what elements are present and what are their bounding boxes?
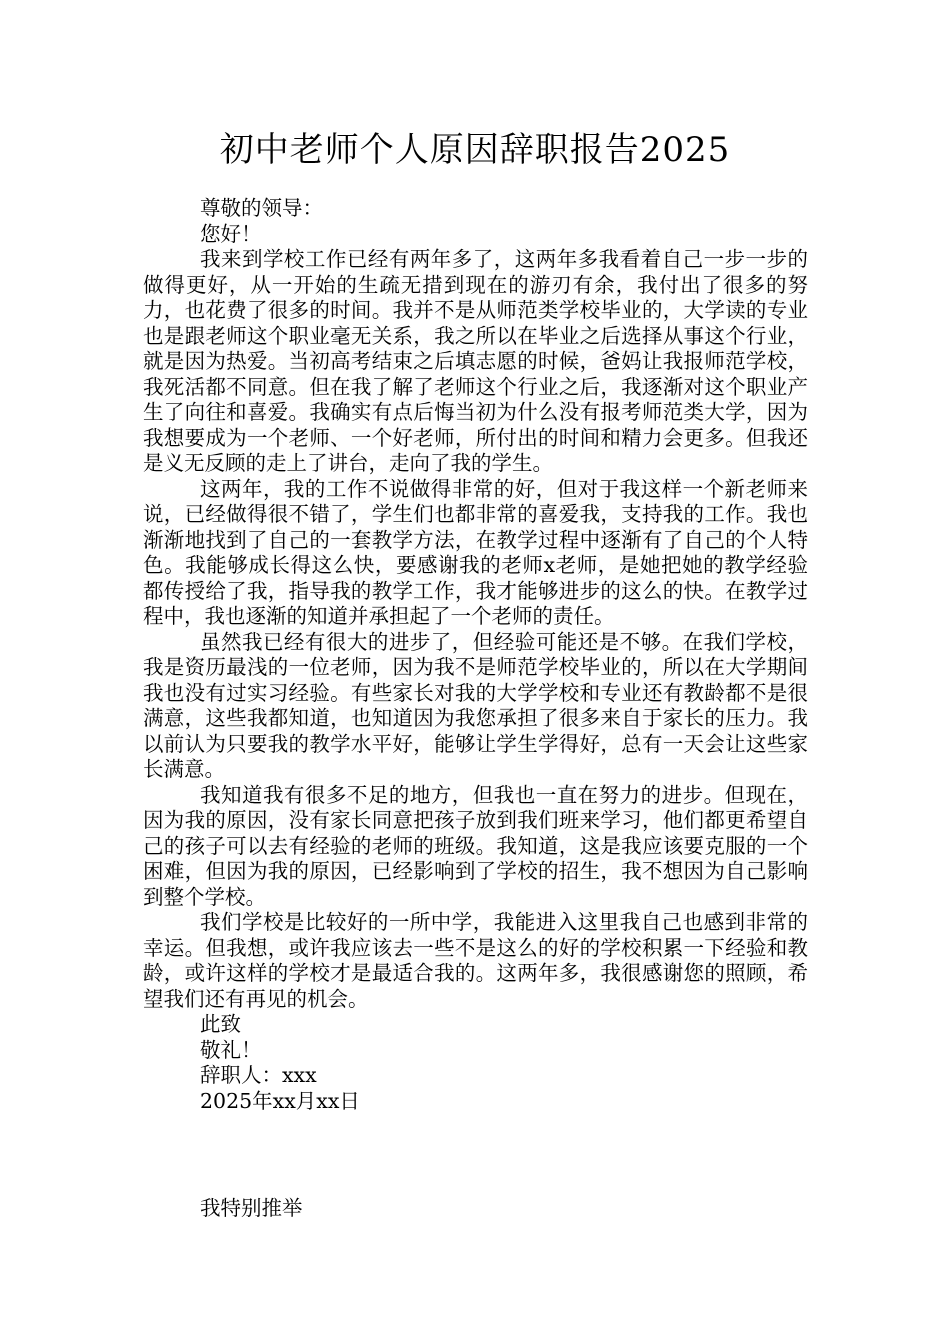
spacer [143, 1114, 808, 1196]
paragraph-2: 这两年，我的工作不说做得非常的好，但对于我这样一个新老师来说，已经做得很不错了，学生们也都非常的喜爱我，支持我的工作。我也渐渐地找到了自己的一套教学方法，在教学过程中逐渐有了自己的个人特色。我能够成长得这么快，要感谢我的老师x老师，是她把她的教学经验都传授给了我，指导我的教学工作，我才能够进步的这么的快。在教学过程中，我也逐渐的知道并承担起了一个老师的责任。 [143, 476, 808, 628]
date: 2025年xx月xx日 [200, 1088, 360, 1113]
closing-this: 此致 [200, 1012, 241, 1036]
closing-salute: 敬礼！ [200, 1037, 262, 1062]
paragraph-4: 我知道我有很多不足的地方，但我也一直在努力的进步。但现在，因为我的原因，没有家长同意把孩子放到我们班来学习，他们都更希望自己的孩子可以去有经验的老师的班级。我知道，这是我应该要克服的一个困难，但因为我的原因，已经影响到了学校的招生，我不想因为自己影响到整个学校。 [143, 782, 808, 909]
document-body [143, 196, 808, 1222]
paragraph-3: 虽然我已经有很大的进步了，但经验可能还是不够。在我们学校，我是资历最浅的一位老师，因为我不是师范学校毕业的，所以在大学期间我也没有过实习经验。有些家长对我的大学学校和专业还有教龄都不是很满意，这些我都知道，也知道因为我您承担了很多来自于家长的压力。我以前认为只要我的教学水平好，能够让学生学得好，总有一天会让这些家长满意。 [143, 629, 808, 781]
paragraph-1: 我来到学校工作已经有两年多了，这两年多我看着自己一步一步的做得更好，从一开始的生疏无措到现在的游刃有余，我付出了很多的努力，也花费了很多的时间。我并不是从师范类学校毕业的，大学读的专业也是跟老师这个职业毫无关系，我之所以在毕业之后选择从事这个行业，就是因为热爱。当初高考结束之后填志愿的时候，爸妈让我报师范学校，我死活都不同意。但在我了解了老师这个行业之后，我逐渐对这个职业产生了向往和喜爱。我确实有点后悔当初为什么没有报考师范类大学，因为我想要成为一个老师、一个好老师，所付出的时间和精力会更多。但我还是义无反顾的走上了讲台，走向了我的学生。 [143, 247, 808, 475]
trailing-text: 我特别推举 [200, 1196, 303, 1220]
greeting: 您好！ [200, 221, 262, 246]
salutation: 尊敬的领导： [200, 196, 323, 220]
document-title: 初中老师个人原因辞职报告2025 [219, 130, 731, 170]
paragraph-5: 我们学校是比较好的一所中学，我能进入这里我自己也感到非常的幸运。但我想，或许我应该去一些不是这么的好的学校积累一下经验和教龄，或许这样的学校才是最适合我的。这两年多，我很感谢您的照顾，希望我们还有再见的机会。 [143, 910, 808, 1011]
signature: 辞职人：xxx [200, 1063, 317, 1087]
